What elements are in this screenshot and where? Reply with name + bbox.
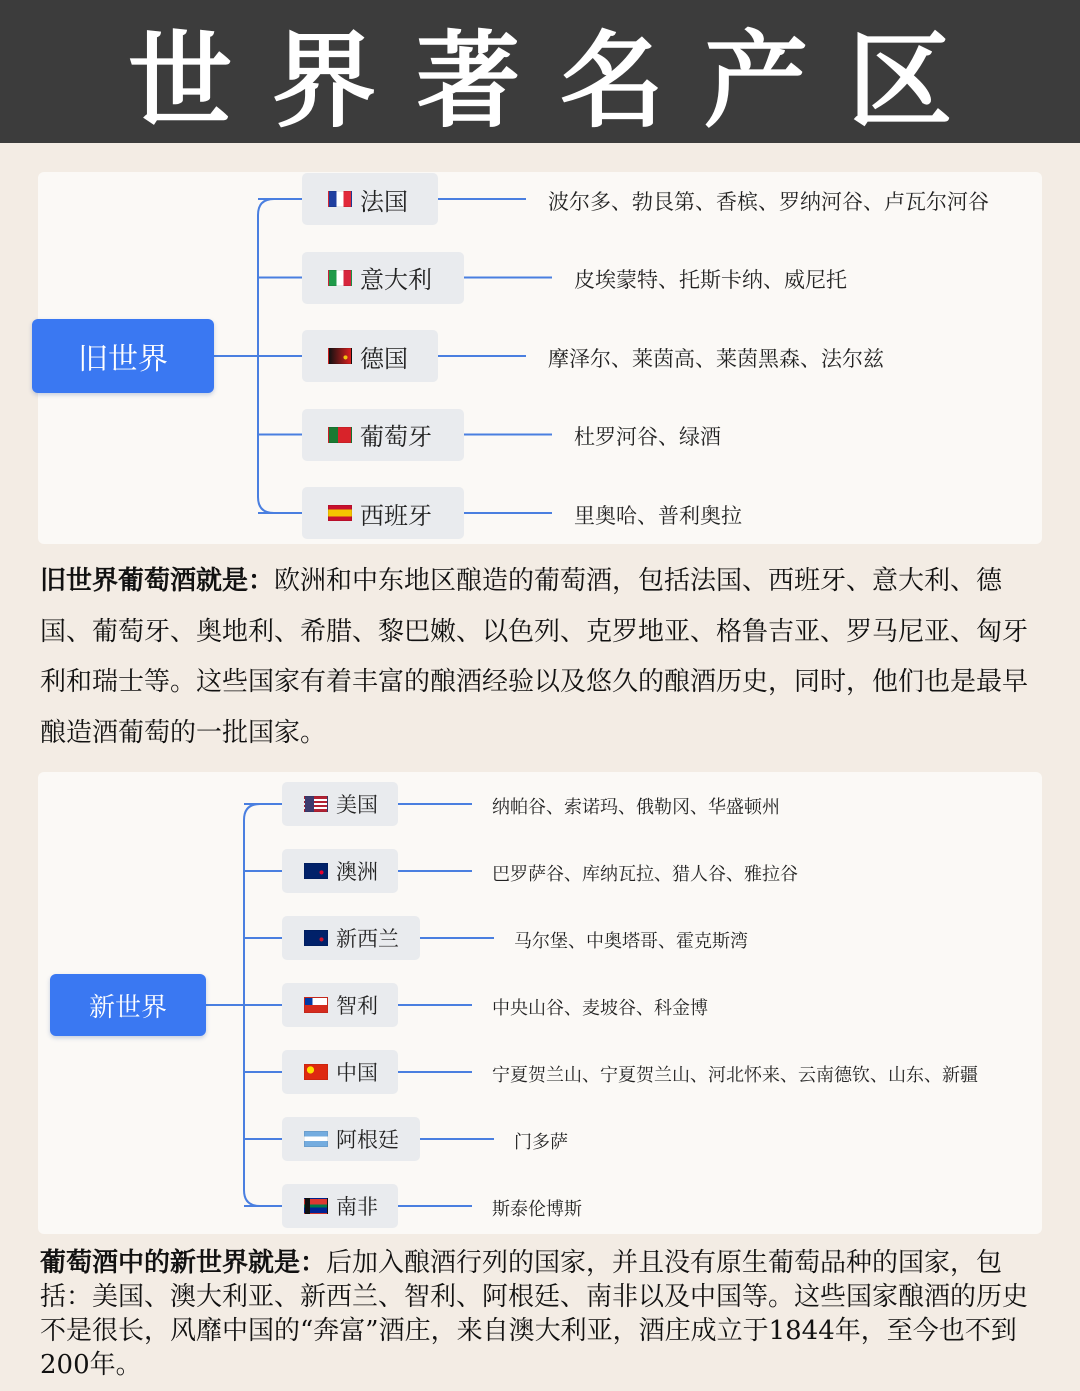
france-flag-icon	[328, 191, 352, 207]
new-world-country-0	[282, 782, 398, 826]
usa-flag-icon	[304, 796, 328, 812]
germany-flag-icon	[328, 348, 352, 364]
new-world-description-lead: 葡萄酒中的新世界就是：	[40, 1248, 327, 1278]
old-world-regions: 摩泽尔、莱茵高、莱茵黑森、法尔兹	[548, 346, 884, 371]
old-world-country-2	[302, 330, 438, 382]
old-world-country-label: 德国	[360, 344, 408, 373]
new-world-regions: 宁夏贺兰山、宁夏贺兰山、河北怀来、云南德钦、山东、新疆	[492, 1064, 978, 1086]
new-world-country-label: 澳洲	[336, 860, 378, 884]
old-world-description	[40, 556, 1045, 758]
old-world-regions: 皮埃蒙特、托斯卡纳、威尼托	[574, 268, 847, 293]
old-world-description-text: 欧洲和中东地区酿造的葡萄酒，包括法国、西班牙、意大利、德国、葡萄牙、奥地利、希腊、黎巴嫩、以色列、克罗地亚、格鲁吉亚、罗马尼亚、匈牙利和瑞士等。这些国家有着丰富的酿酒经验以及悠久的酿酒历史，同时，他们也是最早酿造酒葡萄的一批国家。	[40, 566, 1029, 748]
page-title: 世界著名产区	[127, 19, 992, 142]
new-world-description	[40, 1246, 1045, 1382]
argentina-flag-icon	[304, 1131, 328, 1147]
australia-flag-icon	[304, 863, 328, 879]
new-world-country-label: 阿根廷	[336, 1128, 399, 1152]
old-world-regions: 里奥哈、普利奥拉	[574, 503, 742, 528]
new-world-country-2	[282, 916, 420, 960]
new-world-regions: 纳帕谷、索诺玛、俄勒冈、华盛顿州	[492, 796, 780, 818]
old-world-country-4	[302, 487, 464, 539]
old-world-country-label: 葡萄牙	[360, 423, 432, 451]
old-world-root-node	[32, 319, 214, 393]
old-world-country-label: 法国	[360, 187, 408, 216]
old-world-regions: 波尔多、勃艮第、香槟、罗纳河谷、卢瓦尔河谷	[548, 189, 989, 214]
new-world-country-5	[282, 1117, 420, 1161]
new-world-country-label: 新西兰	[336, 927, 399, 951]
new-world-regions: 巴罗萨谷、库纳瓦拉、猎人谷、雅拉谷	[492, 863, 798, 885]
old-world-country-label: 西班牙	[360, 501, 432, 530]
china-flag-icon	[304, 1064, 328, 1080]
old-world-description-lead: 旧世界葡萄酒就是：	[40, 566, 275, 596]
new-world-country-1	[282, 849, 398, 893]
portugal-flag-icon	[328, 427, 352, 443]
new-world-regions: 中央山谷、麦坡谷、科金博	[492, 997, 708, 1019]
new-world-country-label: 美国	[336, 793, 378, 817]
italy-flag-icon	[328, 270, 352, 286]
old-world-country-1	[302, 252, 464, 304]
old-world-root-label: 旧世界	[78, 342, 168, 377]
south-africa-flag-icon	[304, 1198, 328, 1214]
new-world-description-text: 后加入酿酒行列的国家，并且没有原生葡萄品种的国家，包括：美国、澳大利亚、新西兰、智利、阿根廷、南非以及中国等。这些国家酿酒的历史不是很长，风靡中国的“奔富”酒庄，来自澳大利亚，酒庄成立于1844年，至今也不到200年。	[40, 1248, 1029, 1380]
new-world-regions: 门多萨	[514, 1131, 568, 1153]
new-world-root-node	[50, 974, 206, 1036]
old-world-regions: 杜罗河谷、绿酒	[574, 425, 721, 450]
new-zealand-flag-icon	[304, 930, 328, 946]
new-world-regions: 马尔堡、中奥塔哥、霍克斯湾	[514, 930, 748, 952]
old-world-country-label: 意大利	[360, 266, 432, 294]
new-world-country-label: 智利	[336, 994, 378, 1018]
chile-flag-icon	[304, 997, 328, 1013]
new-world-regions: 斯泰伦博斯	[492, 1198, 582, 1220]
old-world-country-3	[302, 409, 464, 461]
new-world-country-label: 中国	[336, 1061, 378, 1085]
new-world-root-label: 新世界	[88, 992, 167, 1023]
new-world-country-label: 南非	[336, 1195, 378, 1219]
new-world-country-4	[282, 1050, 398, 1094]
old-world-country-0	[302, 173, 438, 225]
new-world-country-6	[282, 1184, 398, 1228]
spain-flag-icon	[328, 505, 352, 521]
new-world-country-3	[282, 983, 398, 1027]
